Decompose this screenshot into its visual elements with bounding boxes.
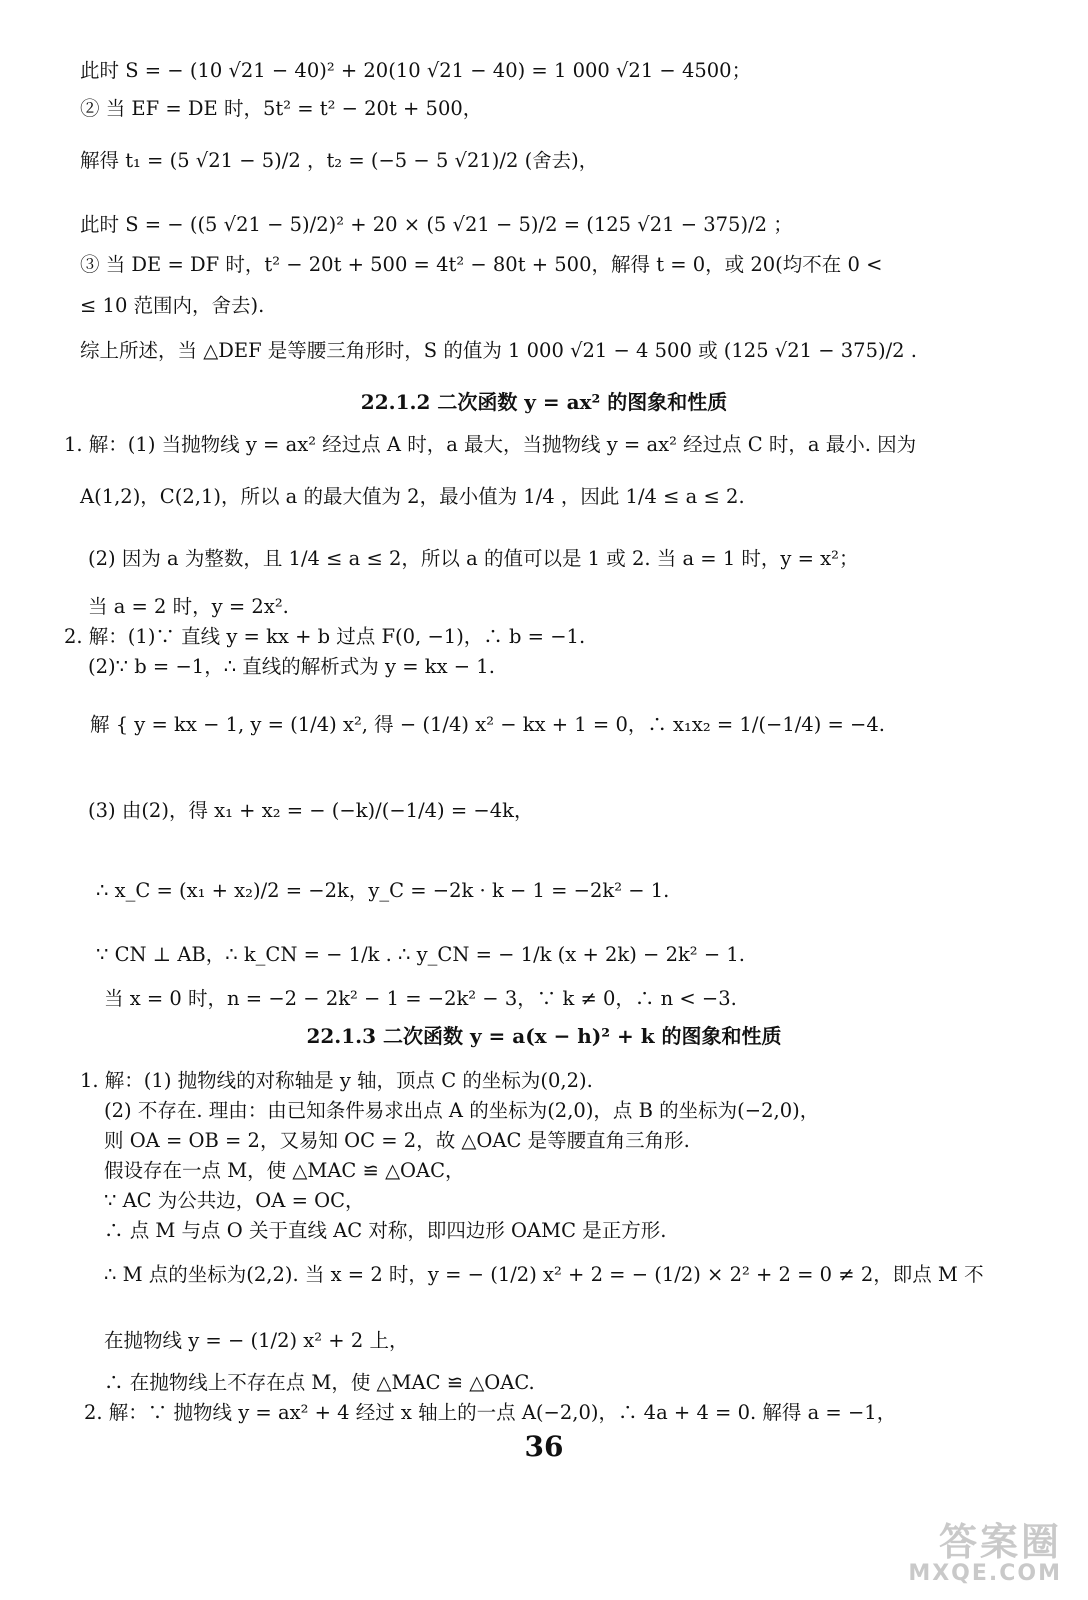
page-number: 36	[524, 1430, 564, 1463]
text-line: ③ 当 DE = DF 时，t² − 20t + 500 = 4t² − 80t + 500，解得 t = 0，或 20(均不在 0 <	[80, 253, 883, 276]
text-line: (2) 不存在. 理由：由已知条件易求出点 A 的坐标为(2,0)，点 B 的坐标为(−2,0)，	[104, 1099, 820, 1122]
text-line: 当 a = 2 时，y = 2x².	[88, 595, 289, 618]
text-line: ∴ x_C = (x₁ + x₂)/2 = −2k，y_C = −2k · k − 1 = −2k² − 1.	[96, 879, 670, 902]
text-line: (2)∵ b = −1，∴ 直线的解析式为 y = kx − 1.	[88, 655, 495, 678]
text-line: A(1,2)，C(2,1)，所以 a 的最大值为 2，最小值为 1/4 ，因此 1/4 ≤ a ≤ 2.	[80, 485, 745, 508]
text-line: ∴ 在抛物线上不存在点 M，使 △MAC ≌ △OAC.	[104, 1371, 535, 1394]
watermark-url: MXQE.COM	[908, 1561, 1062, 1586]
text-line: ∵ CN ⊥ AB，∴ k_CN = − 1/k . ∴ y_CN = − 1/k (x + 2k) − 2k² − 1.	[96, 943, 745, 966]
text-line: 假设存在一点 M，使 △MAC ≌ △OAC，	[104, 1159, 465, 1182]
text-line: 此时 S = − (10 √21 − 40)² + 20(10 √21 − 40) = 1 000 √21 − 4500；	[80, 59, 752, 82]
text-line: 2. 解：(1)∵ 直线 y = kx + b 过点 F(0, −1)，∴ b = −1.	[64, 625, 586, 648]
text-line: 解得 t₁ = (5 √21 − 5)/2 ，t₂ = (−5 − 5 √21)/2 (舍去)，	[80, 149, 599, 172]
section-heading: 22.1.2 二次函数 y = ax² 的图象和性质	[360, 390, 728, 414]
text-line: 解 { y = kx − 1, y = (1/4) x², 得 − (1/4) x² − kx + 1 = 0，∴ x₁x₂ = 1/(−1/4) = −4.	[90, 713, 886, 736]
text-line: ∴ 点 M 与点 O 关于直线 AC 对称，即四边形 OAMC 是正方形.	[104, 1219, 667, 1242]
text-line: ≤ 10 范围内，舍去).	[80, 294, 265, 317]
text-line: 则 OA = OB = 2，又易知 OC = 2，故 △OAC 是等腰直角三角形.	[104, 1129, 690, 1152]
text-line: 2. 解：∵ 抛物线 y = ax² + 4 经过 x 轴上的一点 A(−2,0)，∴ 4a + 4 = 0. 解得 a = −1，	[84, 1401, 897, 1424]
text-line: ∵ AC 为公共边，OA = OC，	[104, 1189, 365, 1212]
text-line: ∴ M 点的坐标为(2,2). 当 x = 2 时，y = − (1/2) x² + 2 = − (1/2) × 2² + 2 = 0 ≠ 2，即点 M 不	[104, 1263, 984, 1286]
watermark-logo-text: 答案圈	[938, 1520, 1062, 1564]
text-line: ② 当 EF = DE 时，5t² = t² − 20t + 500，	[80, 97, 483, 120]
text-line: 1. 解：(1) 抛物线的对称轴是 y 轴，顶点 C 的坐标为(0,2).	[80, 1069, 593, 1092]
text-line: 1. 解：(1) 当抛物线 y = ax² 经过点 A 时，a 最大，当抛物线 y = ax² 经过点 C 时，a 最小. 因为	[64, 433, 917, 456]
watermark	[908, 1522, 1062, 1586]
text-line: 在抛物线 y = − (1/2) x² + 2 上，	[104, 1329, 409, 1352]
text-line: (3) 由(2)，得 x₁ + x₂ = − (−k)/(−1/4) = −4k，	[88, 799, 534, 822]
text-line: 当 x = 0 时，n = −2 − 2k² − 1 = −2k² − 3，∵ k ≠ 0，∴ n < −3.	[104, 987, 737, 1010]
text-line: (2) 因为 a 为整数，且 1/4 ≤ a ≤ 2，所以 a 的值可以是 1 或 2. 当 a = 1 时，y = x²；	[88, 547, 859, 570]
text-line: 此时 S = − ((5 √21 − 5)/2)² + 20 × (5 √21 − 5)/2 = (125 √21 − 375)/2 ；	[80, 213, 793, 236]
section-heading: 22.1.3 二次函数 y = a(x − h)² + k 的图象和性质	[306, 1024, 782, 1048]
text-line: 综上所述，当 △DEF 是等腰三角形时，S 的值为 1 000 √21 − 4 500 或 (125 √21 − 375)/2 .	[80, 339, 917, 362]
